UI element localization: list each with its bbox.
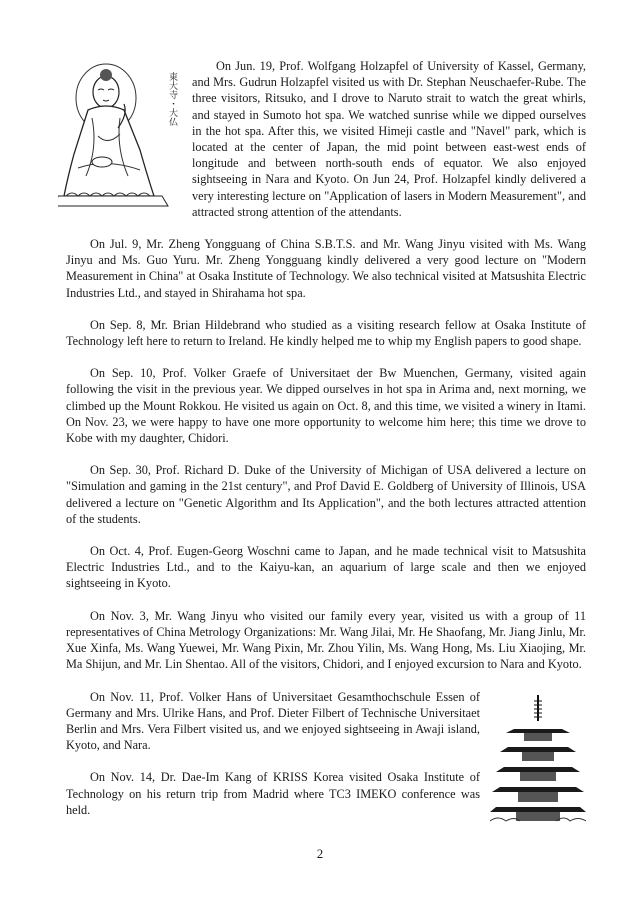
- buddha-caption: 東大寺・大仏: [167, 72, 177, 126]
- paragraph-zheng-visit: On Jul. 9, Mr. Zheng Yongguang of China S.B.T.S. and Mr. Wang Jinyu visited with Ms. Wang Jinyu and Ms. Guo Yuru. Mr. Zheng Yongguang kindly delivered a very good lecture on "Modern Measurement in China" at Osaka Institute of Technology. We also technical visited at Matsushita Electric Industries Ltd., and stayed in Shirahama hot spa.: [66, 237, 586, 300]
- pagoda-illustration: [490, 695, 586, 823]
- paragraph-holzapfel-visit: On Jun. 19, Prof. Wolfgang Holzapfel of University of Kassel, Germany, and Mrs. Gudrun Holzapfel visited us with Dr. Stephan Neuschaefer-Rube. The three visitors, Ritsuko, and I drove to Naruto strait to watch the great whirls, and stayed in Sumoto hot spa. We watched sunrise while we dipped ourselves in the hot spa. After this, we visited Himeji castle and "Navel" park, which is located at the center of Japan, the mid point between east-west ends of longitude and between north-south ends of equator. We also enjoyed sightseeing in Nara and Kyoto. On Jun 24, Prof. Holzapfel kindly delivered a very interesting lecture on "Application of lasers in Modern Measurement", and attracted strong attention of the attendants.: [192, 59, 586, 219]
- great-buddha-illustration: [58, 58, 186, 208]
- paragraph-kang-visit: On Nov. 14, Dr. Dae-Im Kang of KRISS Korea visited Osaka Institute of Technology on his return trip from Madrid where TC3 IMEKO conference was held.: [66, 770, 480, 817]
- page-number: 2: [316, 846, 324, 861]
- paragraph-graefe-visit: On Sep. 10, Prof. Volker Graefe of Universitaet der Bw Muenchen, Germany, visited again following the visit in the previous year. We dipped ourselves in hot spa in Arima and, next morning, we climbed up the Mount Rokkou. He visited us again on Oct. 8, and this time, we visited a winery in Itami. On Nov. 23, we were happy to have one more opportunity to welcome him here; this time we drove to Kobe with my daughter, Chidori.: [66, 366, 586, 446]
- paragraph-duke-goldberg-lectures: On Sep. 30, Prof. Richard D. Duke of the University of Michigan of USA delivered a lecture on "Simulation and gaming in the 21st century", and Prof David E. Goldberg of University of Illinois, USA delivered a lecture on "Genetic Algorithm and Its Application", and the both lectures attracted attention of the students.: [66, 463, 586, 526]
- paragraph-hans-filbert-visit: On Nov. 11, Prof. Volker Hans of Universitaet Gesamthochschule Essen of Germany and Mrs. Ulrike Hans, and Prof. Dieter Filbert of Technische Universitaet Berlin and Mrs. Vera Filbert visited us, and we enjoyed sightseeing in Awaji island, Kyoto, and Nara.: [66, 689, 480, 753]
- document-body: [66, 58, 586, 834]
- paragraph-hildebrand-departure: On Sep. 8, Mr. Brian Hildebrand who studied as a visiting research fellow at Osaka Institute of Technology left here to return to Ireland. He kindly helped me to whip my English papers to good shape.: [66, 317, 586, 349]
- paragraph-china-metrology-group: On Nov. 3, Mr. Wang Jinyu who visited our family every year, visited us with a group of 11 representatives of China Metrology Organizations: Mr. Wang Jilai, Mr. He Shaofang, Mr. Jiang Jinlu, Mr. Xue Xinfa, Ms. Wang Yuewei, Mr. Wang Pixin, Mr. Zhou Yilin, Ms. Wang Hong, Ms. Liu Xiaojing, Mr. Ma Shijun, and Mr. Lin Shentao. All of the visitors, Chidori, and I enjoyed excursion to Nara and Kyoto.: [66, 608, 586, 672]
- paragraph-woschni-visit: On Oct. 4, Prof. Eugen-Georg Woschni came to Japan, and he made technical visit to Matsushita Electric Industries Ltd., and to the Kaiyu-kan, an aquarium of large scale and then we enjoyed sightseeing in Kyoto.: [66, 544, 586, 591]
